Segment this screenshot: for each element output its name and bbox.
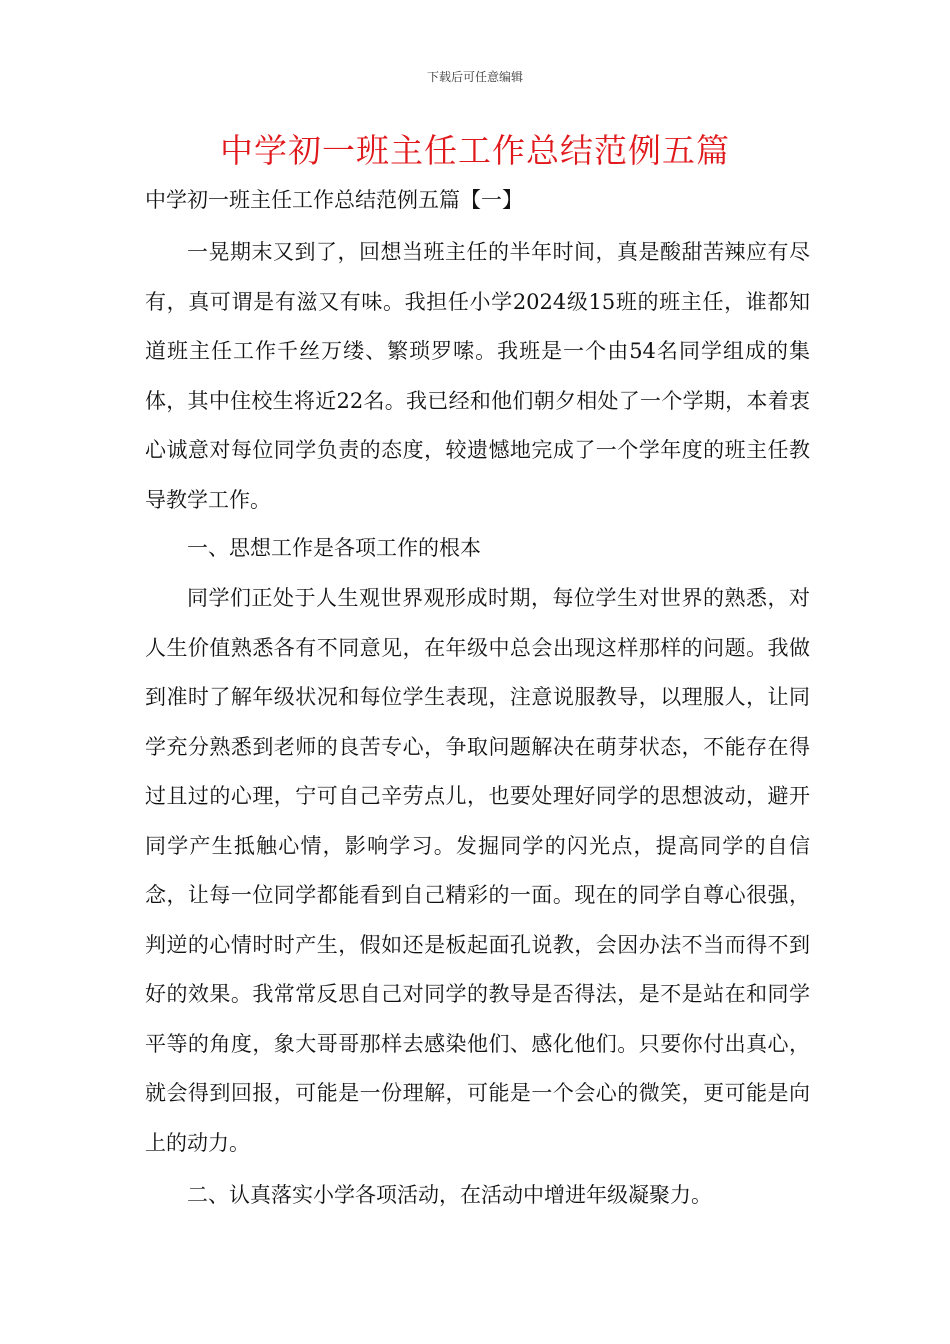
- paragraph-thought-work: [145, 574, 810, 1168]
- paragraph-thought-work-text: 同学们正处于人生观世界观形成时期，每位学生对世界的熟悉，对人生价值熟悉各有不同意见，在年级中总会出现这样那样的问题。我做到准时了解年级状况和每位学生表现，注意说服教导，以理服人，让同学充分熟悉到老师的良苦专心，争取问题解决在萌芽状态，不能存在得过且过的心理，宁可自己辛劳点儿，也要处理好同学的思想波动，避开同学产生抵触心情，影响学习。发掘同学的闪光点，提高同学的自信念，让每一位同学都能看到自己精彩的一面。现在的同学自尊心很强，判逆的心情时时产生，假如还是板起面孔说教，会因办法不当而得不到好的效果。我常常反思自己对同学的教导是否得法，是不是站在和同学平等的角度，象大哥哥那样去感染他们、感化他们。只要你付出真心，就会得到回报，可能是一份理解，可能是一个会心的微笑，更可能是向上的动力。: [145, 586, 810, 1155]
- paragraph-intro-text: 一晃期末又到了，回想当班主任的半年时间，真是酸甜苦辣应有尽有，真可谓是有滋又有味。我担任小学2024级15班的班主任，谁都知道班主任工作千丝万缕、繁琐罗嗦。我班是一个由54名同学组成的集体，其中住校生将近22名。我已经和他们朝夕相处了一个学期，本着衷心诚意对每位同学负责的态度，较遗憾地完成了一个学年度的班主任教导教学工作。: [145, 240, 810, 512]
- section-heading-2: [145, 1171, 810, 1221]
- section-subtitle: 中学初一班主任工作总结范例五篇【一】: [145, 188, 523, 212]
- section-heading-1-text: 一、思想工作是各项工作的根本: [187, 536, 481, 560]
- section-heading-2-text: 二、认真落实小学各项活动，在活动中增进年级凝聚力。: [187, 1183, 712, 1207]
- paragraph-intro: [145, 228, 810, 525]
- section-heading-1: [145, 524, 810, 574]
- header-note: 下载后可任意编辑: [426, 70, 523, 84]
- document-title: 中学初一班主任工作总结范例五篇: [220, 131, 730, 170]
